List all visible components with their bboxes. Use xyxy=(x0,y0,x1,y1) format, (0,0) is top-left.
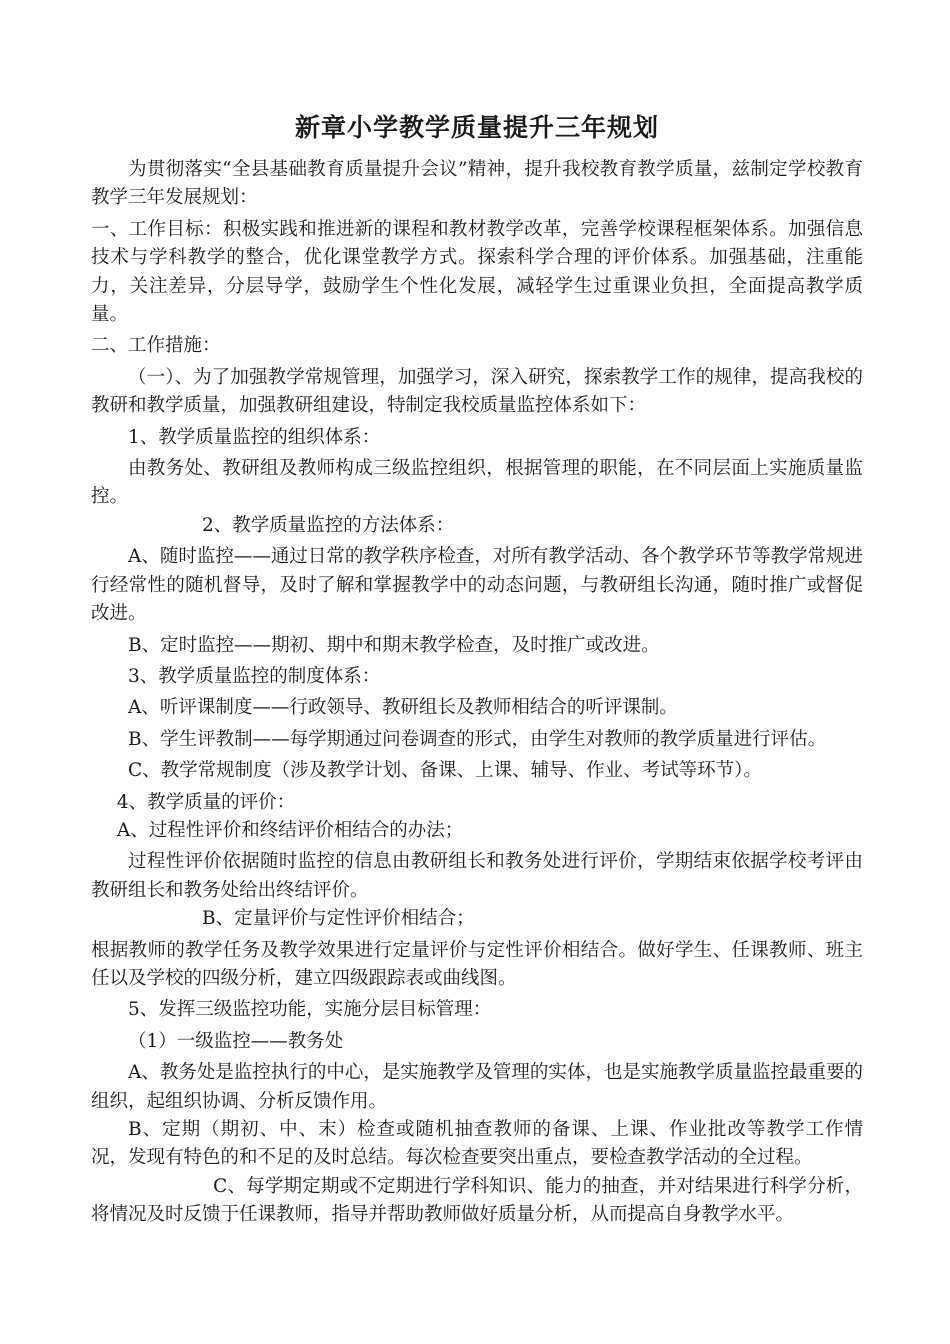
paragraph-organization: 由教务处、教研组及教师构成三级监控组织，根据管理的职能，在不同层面上实施质量监控。 xyxy=(91,458,863,508)
paragraph-level-one-b: B、定期（期初、中、末）检查或随机抽查教师的备课、上课、作业批改等教学工作情况，发现有特色的和不足的及时总结。每次检查要突出重点，要检查教学活动的全过程。 xyxy=(91,1119,863,1169)
paragraph-evaluation-quantitative: 根据教师的教学任务及教学效果进行定量评价与定性评价相结合。做好学生、任课教师、班主任以及学校的四级分析，建立四级跟踪表或曲线图。 xyxy=(91,939,863,989)
heading-regulation-system: 3、教学质量监控的制度体系： xyxy=(128,665,381,687)
paragraph-goal: 一、工作目标：积极实践和推进新的课程和教材教学改革，完善学校课程框架体系。加强信息技术与学科教学的整合，优化课堂教学方式。探索科学合理的评价体系。加强基础，注重能力，关注差异，分层导学，鼓励学生个性化发展，减轻学生过重课业负担，全面提高教学质量。 xyxy=(91,218,863,326)
document-body xyxy=(91,156,863,1230)
paragraph-evaluation-process: 过程性评价依据随时监控的信息由教研组长和教务处进行评价，学期结束依据学校考评由教研组长和教务处给出终结评价。 xyxy=(91,851,863,901)
heading-evaluation: 4、教学质量的评价： xyxy=(116,791,296,813)
paragraph-regulation-a: A、听评课制度——行政领导、教研组长及教师相结合的听评课制。 xyxy=(128,697,678,719)
paragraph-regulation-c: C、教学常规制度（涉及教学计划、备课、上课、辅导、作业、考试等环节）。 xyxy=(128,760,762,782)
document-title: 新章小学教学质量提升三年规划 xyxy=(294,113,659,142)
heading-three-level-monitoring: 5、发挥三级监控功能，实施分层目标管理： xyxy=(128,999,492,1021)
heading-measures: 二、工作措施： xyxy=(91,335,221,357)
paragraph-level-one-a: A、教务处是监控执行的中心，是实施教学及管理的实体，也是实施教学质量监控最重要的组织，起组织协调、分析反馈作用。 xyxy=(91,1062,863,1112)
paragraph-evaluation-b: B、定量评价与定性评价相结合； xyxy=(202,908,475,930)
heading-level-one: （1）一级监控——教务处 xyxy=(128,1030,344,1052)
paragraph-regulation-b: B、学生评教制——每学期通过问卷调查的形式，由学生对教师的教学质量进行评估。 xyxy=(128,728,827,750)
paragraph-method-a: A、随时监控——通过日常的教学秩序检查，对所有教学活动、各个教学环节等教学常规进行经常性的随机督导，及时了解和掌握教学中的动态问题，与教研组长沟通，随时推广或督促改进。 xyxy=(91,546,863,625)
heading-organization-system: 1、教学质量监控的组织体系： xyxy=(128,426,381,448)
paragraph-method-b: B、定时监控——期初、期中和期末教学检查，及时推广或改进。 xyxy=(128,634,660,656)
heading-method-system: 2、教学质量监控的方法体系： xyxy=(202,514,455,536)
paragraph-evaluation-a: A、过程性评价和终结评价相结合的办法； xyxy=(116,819,464,841)
paragraph-measure-one: （一）、为了加强教学常规管理，加强学习，深入研究，探索教学工作的规律，提高我校的教研和教学质量，加强教研组建设，特制定我校质量监控体系如下： xyxy=(91,366,863,417)
paragraph-level-one-c: C、每学期定期或不定期进行学科知识、能力的抽查，并对结果进行科学分析，将情况及时反馈于任课教师，指导并帮助教师做好质量分析，从而提高自身教学水平。 xyxy=(91,1175,863,1226)
paragraph-intro: 为贯彻落实“全县基础教育质量提升会议”精神，提升我校教育教学质量，兹制定学校教育教学三年发展规划： xyxy=(91,159,863,209)
